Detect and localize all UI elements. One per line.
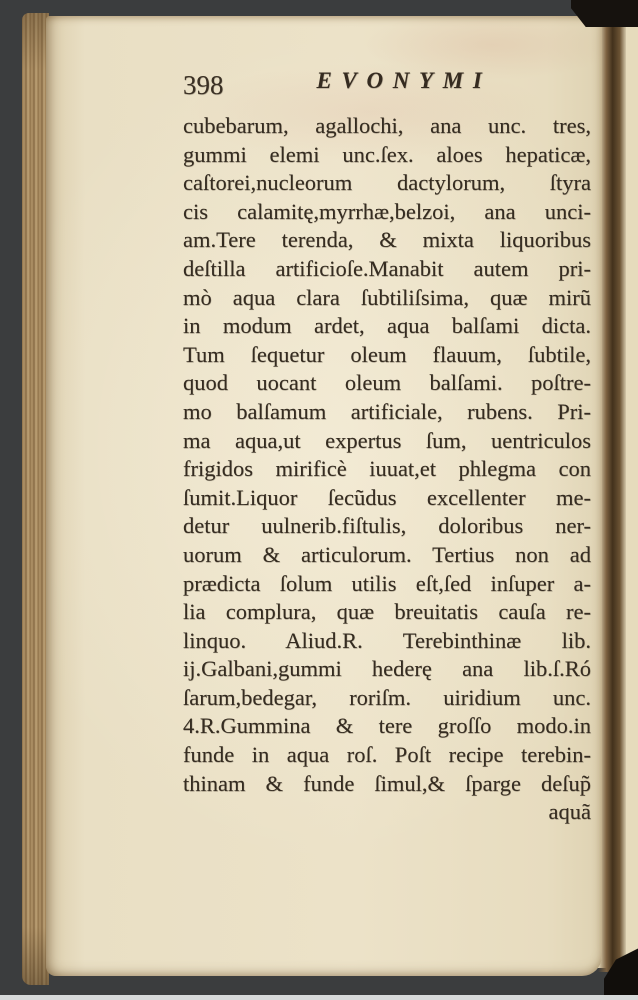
running-header: EVONYMI (316, 68, 492, 93)
text-line: ma aqua,ut expertus ſum, uentriculos (183, 427, 591, 453)
text-line: quod uocant oleum balſami. poſtre- (183, 370, 591, 396)
gutter-shadow (598, 16, 626, 972)
text-line: thinam & funde ſimul,& ſparge deſup̃ (183, 770, 591, 796)
catchword: aquã (548, 799, 591, 825)
page-fore-edge (22, 13, 49, 985)
text-line: mò aqua clara ſubtiliſsima, quæ mirũ (183, 284, 591, 310)
text-line: prædicta ſolum utilis eſt,ſed inſuper a- (183, 570, 591, 596)
text-line: ij.Galbani,gummi hederę ana lib.ſ.Ró (183, 656, 591, 682)
text-line: caſtorei,nucleorum dactylorum, ſtyra (183, 170, 591, 196)
text-line: in modum ardet, aqua balſami dicta. (183, 313, 591, 339)
page-number: 398 (183, 70, 224, 100)
text-line: Tum ſequetur oleum flauum, ſubtile, (183, 341, 591, 367)
book-page (46, 16, 602, 976)
text-line: cubebarum, agallochi, ana unc. tres, (183, 113, 591, 138)
text-line: uorum & articulorum. Tertius non ad (183, 541, 591, 567)
text-line: lia complura, quæ breuitatis cauſa re- (183, 599, 591, 625)
text-line: cis calamitę,myrrhæ,belzoi, ana unci- (183, 198, 591, 224)
text-block (183, 112, 591, 827)
text-line: deſtilla artificioſe.Manabit autem pri- (183, 255, 591, 281)
page-header (183, 68, 591, 100)
text-line: 4.R.Gummina & tere groſſo modo.in (183, 713, 591, 739)
text-line: funde in aqua roſ. Poſt recipe terebin- (183, 742, 591, 768)
text-line: mo balſamum artificiale, rubens. Pri- (183, 398, 591, 424)
text-line: frigidos mirificè iuuat,et phlegma con (183, 456, 591, 482)
text-line: ſarum,bedegar, roriſm. uiridium unc. (183, 684, 591, 710)
text-line: detur uulnerib.fiſtulis, doloribus ner- (183, 513, 591, 539)
text-line: ſumit.Liquor ſecũdus excellenter me- (183, 484, 591, 510)
scan-bottom-strip (0, 995, 638, 1000)
text-line: gummi elemi unc.ſex. aloes hepaticæ, (183, 141, 591, 167)
text-line: linquo. Aliud.R. Terebinthinæ lib. (183, 627, 591, 653)
text-line: am.Tere terenda, & mixta liquoribus (183, 227, 591, 253)
